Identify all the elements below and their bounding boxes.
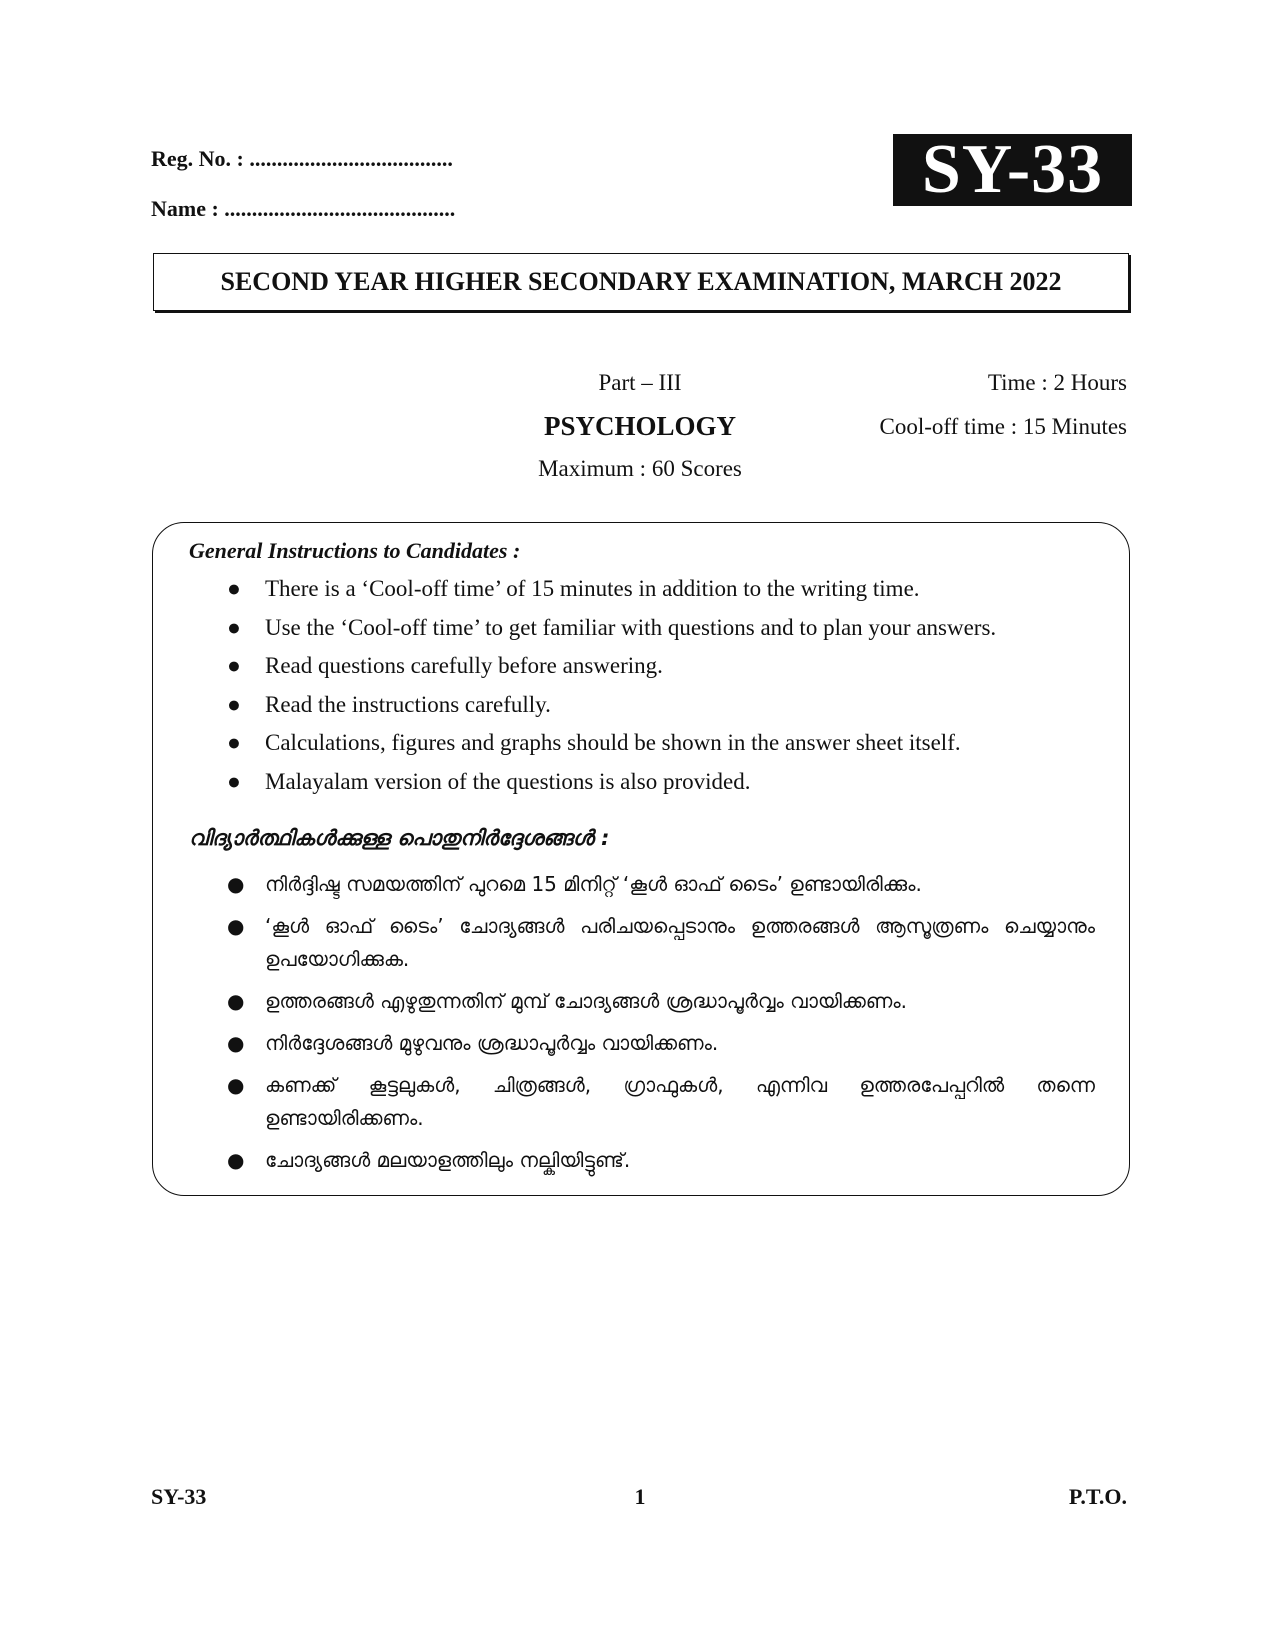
paper-code-badge: SY-33	[893, 134, 1132, 206]
list-item: ● ചോദ്യങ്ങൾ മലയാളത്തിലും നല്കിയിട്ടുണ്ട്.	[225, 1144, 1095, 1177]
exam-title: SECOND YEAR HIGHER SECONDARY EXAMINATION, MARCH 2022	[220, 267, 1062, 296]
footer-paper-code: SY-33	[151, 1484, 207, 1509]
list-item: ● നിർദ്ദേശങ്ങൾ മുഴുവനും ശ്രദ്ധാപൂർവ്വം വായിക്കണം.	[225, 1027, 1095, 1060]
reg-no-field: Reg. No. : .....................................	[151, 146, 453, 171]
list-item: ● നിർദ്ദിഷ്ട സമയത്തിന് പുറമെ 15 മിനിറ്റ് ‘കൂൾ ഓഫ് ടൈം’ ഉണ്ടായിരിക്കും.	[225, 868, 1095, 901]
list-item: ● There is a ‘Cool-off time’ of 15 minutes in addition to the writing time.	[225, 574, 1095, 613]
bullet-icon: ●	[227, 1031, 245, 1055]
list-item: ● Malayalam version of the questions is also provided.	[225, 767, 1095, 806]
page-number: 1	[634, 1484, 646, 1509]
bullet-icon: ●	[227, 1073, 245, 1097]
footer-pto: P.T.O.	[1068, 1484, 1127, 1509]
instructions-list-malayalam	[225, 868, 1095, 1186]
list-item: ● ഉത്തരങ്ങൾ എഴുതുന്നതിന് മുമ്പ് ചോദ്യങ്ങൾ ശ്രദ്ധാപൂർവ്വം വായിക്കണം.	[225, 985, 1095, 1018]
list-item: ● Use the ‘Cool-off time’ to get familiar with questions and to plan your answers.	[225, 613, 1095, 652]
list-item: ● Read questions carefully before answering.	[225, 651, 1095, 690]
bullet-icon: ●	[227, 768, 241, 794]
exam-title-box	[153, 253, 1129, 311]
instructions-heading-malayalam: വിദ്യാർത്ഥികൾക്കുള്ള പൊതുനിർദ്ദേശങ്ങൾ :	[189, 826, 610, 850]
bullet-icon: ●	[227, 576, 241, 601]
list-item: ● കണക്ക് കൂട്ടലുകൾ, ചിത്രങ്ങൾ, ഗ്രാഫുകൾ, എന്നിവ ഉത്തരപേപ്പറിൽ തന്നെ ഉണ്ടായിരിക്കണം.	[225, 1069, 1095, 1135]
subject-title: PSYCHOLOGY	[543, 411, 737, 441]
bullet-icon: ●	[227, 653, 241, 678]
bullet-icon: ●	[227, 1148, 245, 1172]
list-item: ● ‘കൂൾ ഓഫ് ടൈം’ ചോദ്യങ്ങൾ പരിചയപ്പെടാനും ഉത്തരങ്ങൾ ആസൂത്രണം ചെയ്യാനും ഉപയോഗിക്കുക.	[225, 910, 1095, 976]
name-field: Name : ..........................................	[151, 196, 456, 221]
bullet-icon: ●	[227, 730, 241, 755]
bullet-icon: ●	[227, 989, 245, 1013]
bullet-icon: ●	[227, 614, 241, 640]
cool-off-label: Cool-off time : 15 Minutes	[879, 414, 1127, 439]
maximum-scores: Maximum : 60 Scores	[538, 456, 742, 481]
instructions-heading-english: General Instructions to Candidates :	[189, 538, 521, 563]
list-item: ● Read the instructions carefully.	[225, 690, 1095, 729]
instructions-list-english	[225, 574, 1095, 805]
time-label: Time : 2 Hours	[987, 370, 1127, 395]
part-label: Part – III	[598, 370, 682, 395]
bullet-icon: ●	[227, 691, 241, 717]
bullet-icon: ●	[227, 872, 245, 896]
bullet-icon: ●	[227, 914, 245, 938]
list-item: ● Calculations, figures and graphs should be shown in the answer sheet itself.	[225, 728, 1095, 767]
